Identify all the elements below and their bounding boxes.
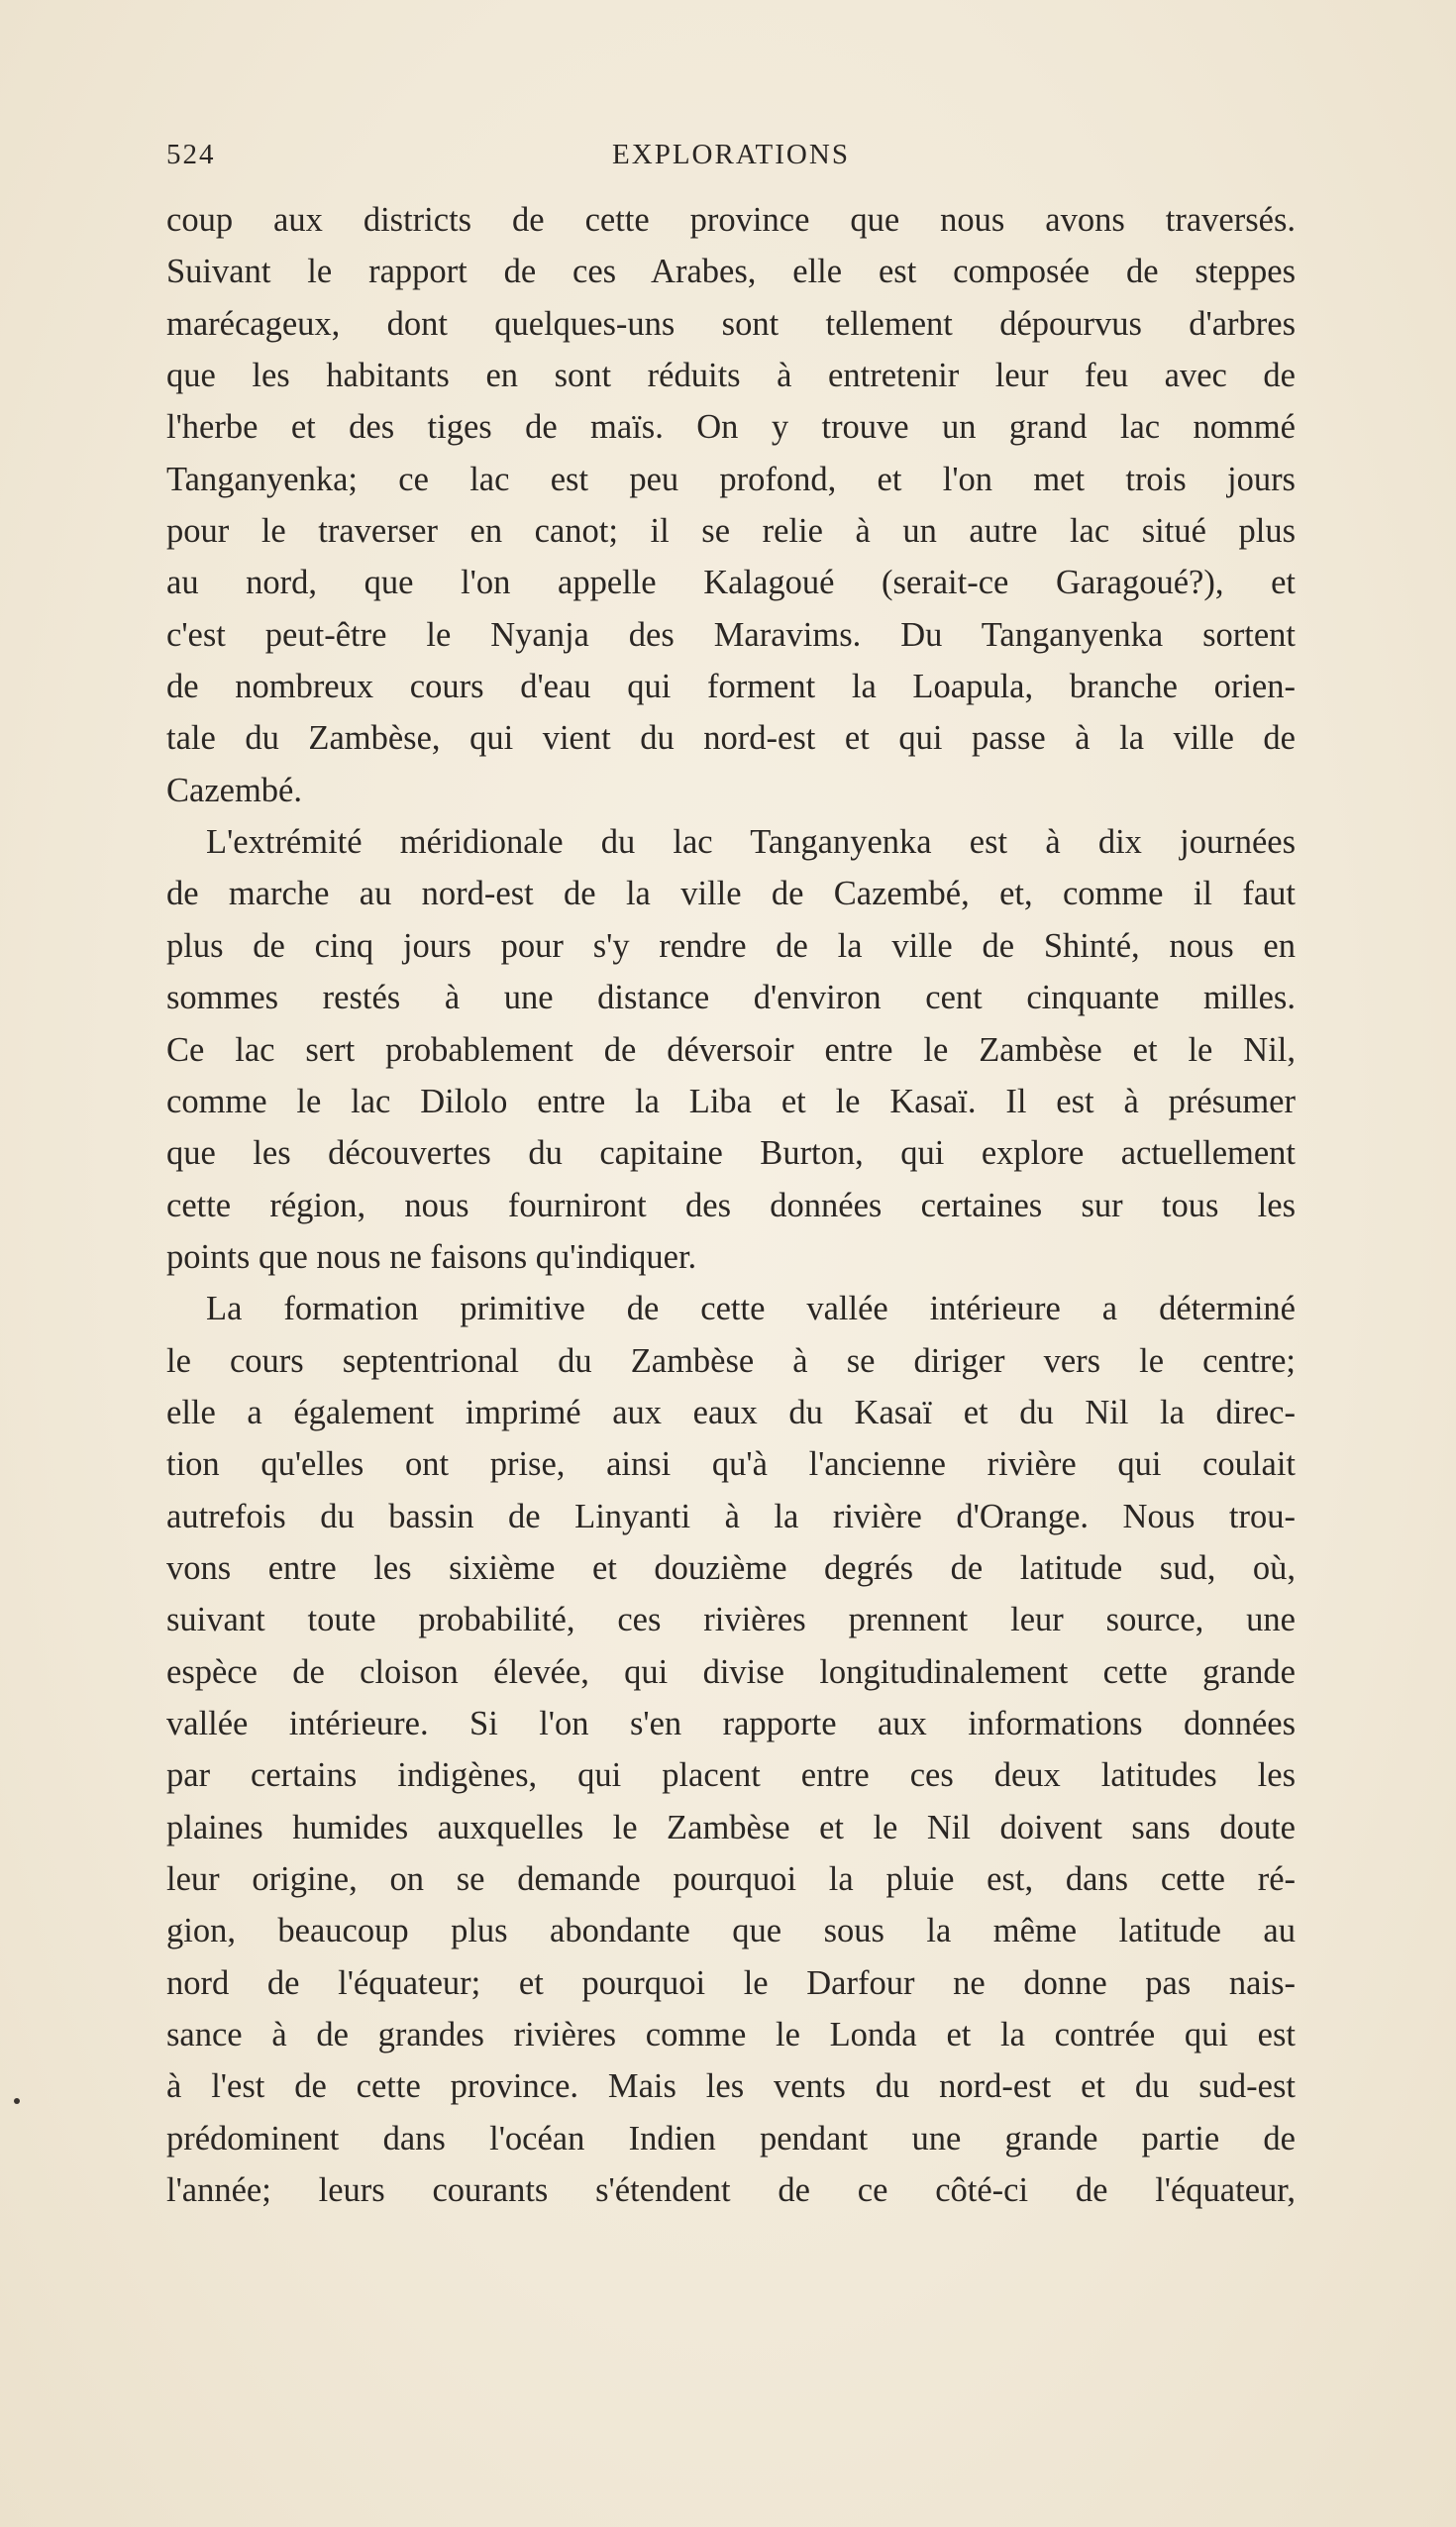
text-line: pour le traverser en canot; il se relie à un autre lac situé plus [166,512,1296,551]
text-line: suivant toute probabilité, ces rivières prennent leur source, une [166,1601,1296,1639]
text-line: coup aux districts de cette province que nous avons traversés. [166,201,1296,239]
text-line: par certains indigènes, qui placent entre ces deux latitudes les [166,1756,1296,1795]
text-line: plaines humides auxquelles le Zambèse et le Nil doivent sans doute [166,1808,1296,1846]
text-line: à l'est de cette province. Mais les vents du nord-est et du sud-est [166,2067,1296,2106]
text-line: sommes restés à une distance d'environ cent cinquante milles. [166,979,1296,1017]
paragraph-2 [166,816,1296,1283]
paragraph-3 [166,1283,1296,2216]
margin-mark [14,2098,20,2104]
text-line: au nord, que l'on appelle Kalagoué (serait-ce Garagoué?), et [166,564,1296,602]
text-line: l'année; leurs courants s'étendent de ce côté-ci de l'équateur, [166,2171,1296,2210]
text-line: Suivant le rapport de ces Arabes, elle est composée de steppes [166,253,1296,291]
text-line: de nombreux cours d'eau qui forment la Loapula, branche orien- [166,668,1296,706]
text-line: de marche au nord-est de la ville de Cazembé, et, comme il faut [166,875,1296,913]
text-line: points que nous ne faisons qu'indiquer. [166,1237,697,1276]
text-line: que les habitants en sont réduits à entretenir leur feu avec de [166,357,1296,395]
text-line: vons entre les sixième et douzième degrés de latitude sud, où, [166,1548,1296,1587]
text-line: Cazembé. [166,771,302,809]
text-line: cette région, nous fourniront des données certaines sur tous les [166,1186,1296,1224]
text-line: prédominent dans l'océan Indien pendant une grande partie de [166,2119,1296,2158]
paragraph-1 [166,194,1296,816]
text-line: Ce lac sert probablement de déversoir entre le Zambèse et le Nil, [166,1030,1296,1069]
text-line: leur origine, on se demande pourquoi la pluie est, dans cette ré- [166,1860,1296,1898]
text-line: Tanganyenka; ce lac est peu profond, et l'on met trois jours [166,460,1296,498]
text-line: tion qu'elles ont prise, ainsi qu'à l'ancienne rivière qui coulait [166,1445,1296,1484]
text-line: sance à de grandes rivières comme le Londa et la contrée qui est [166,2016,1296,2054]
text-line: elle a également imprimé aux eaux du Kasaï et du Nil la direc- [166,1393,1296,1431]
text-line: c'est peut-être le Nyanja des Maravims. Du Tanganyenka sortent [166,615,1296,654]
text-line: le cours septentrional du Zambèse à se diriger vers le centre; [166,1341,1296,1380]
text-line: marécageux, dont quelques-uns sont tellement dépourvus d'arbres [166,304,1296,343]
text-line: vallée intérieure. Si l'on s'en rapporte aux informations données [166,1704,1296,1742]
text-line: gion, beaucoup plus abondante que sous la même latitude au [166,1912,1296,1950]
text-line: L'extrémité méridionale du lac Tanganyenka est à dix journées [206,823,1296,862]
text-line: plus de cinq jours pour s'y rendre de la ville de Shinté, nous en [166,926,1296,965]
text-line: La formation primitive de cette vallée intérieure a déterminé [206,1290,1296,1328]
text-line: l'herbe et des tiges de maïs. On y trouve un grand lac nommé [166,408,1296,447]
text-line: nord de l'équateur; et pourquoi le Darfour ne donne pas nais- [166,1963,1296,2002]
text-line: espèce de cloison élevée, qui divise longitudinalement cette grande [166,1652,1296,1691]
text-line: comme le lac Dilolo entre la Liba et le Kasaï. Il est à présumer [166,1082,1296,1120]
running-title: EXPLORATIONS [612,139,850,170]
text-line: que les découvertes du capitaine Burton, qui explore actuellement [166,1134,1296,1173]
body-text [166,194,1296,2216]
page-number: 524 [166,139,216,170]
text-line: autrefois du bassin de Linyanti à la rivière d'Orange. Nous trou- [166,1497,1296,1535]
text-line: tale du Zambèse, qui vient du nord-est et qui passe à la ville de [166,719,1296,758]
page-header [166,139,1296,178]
